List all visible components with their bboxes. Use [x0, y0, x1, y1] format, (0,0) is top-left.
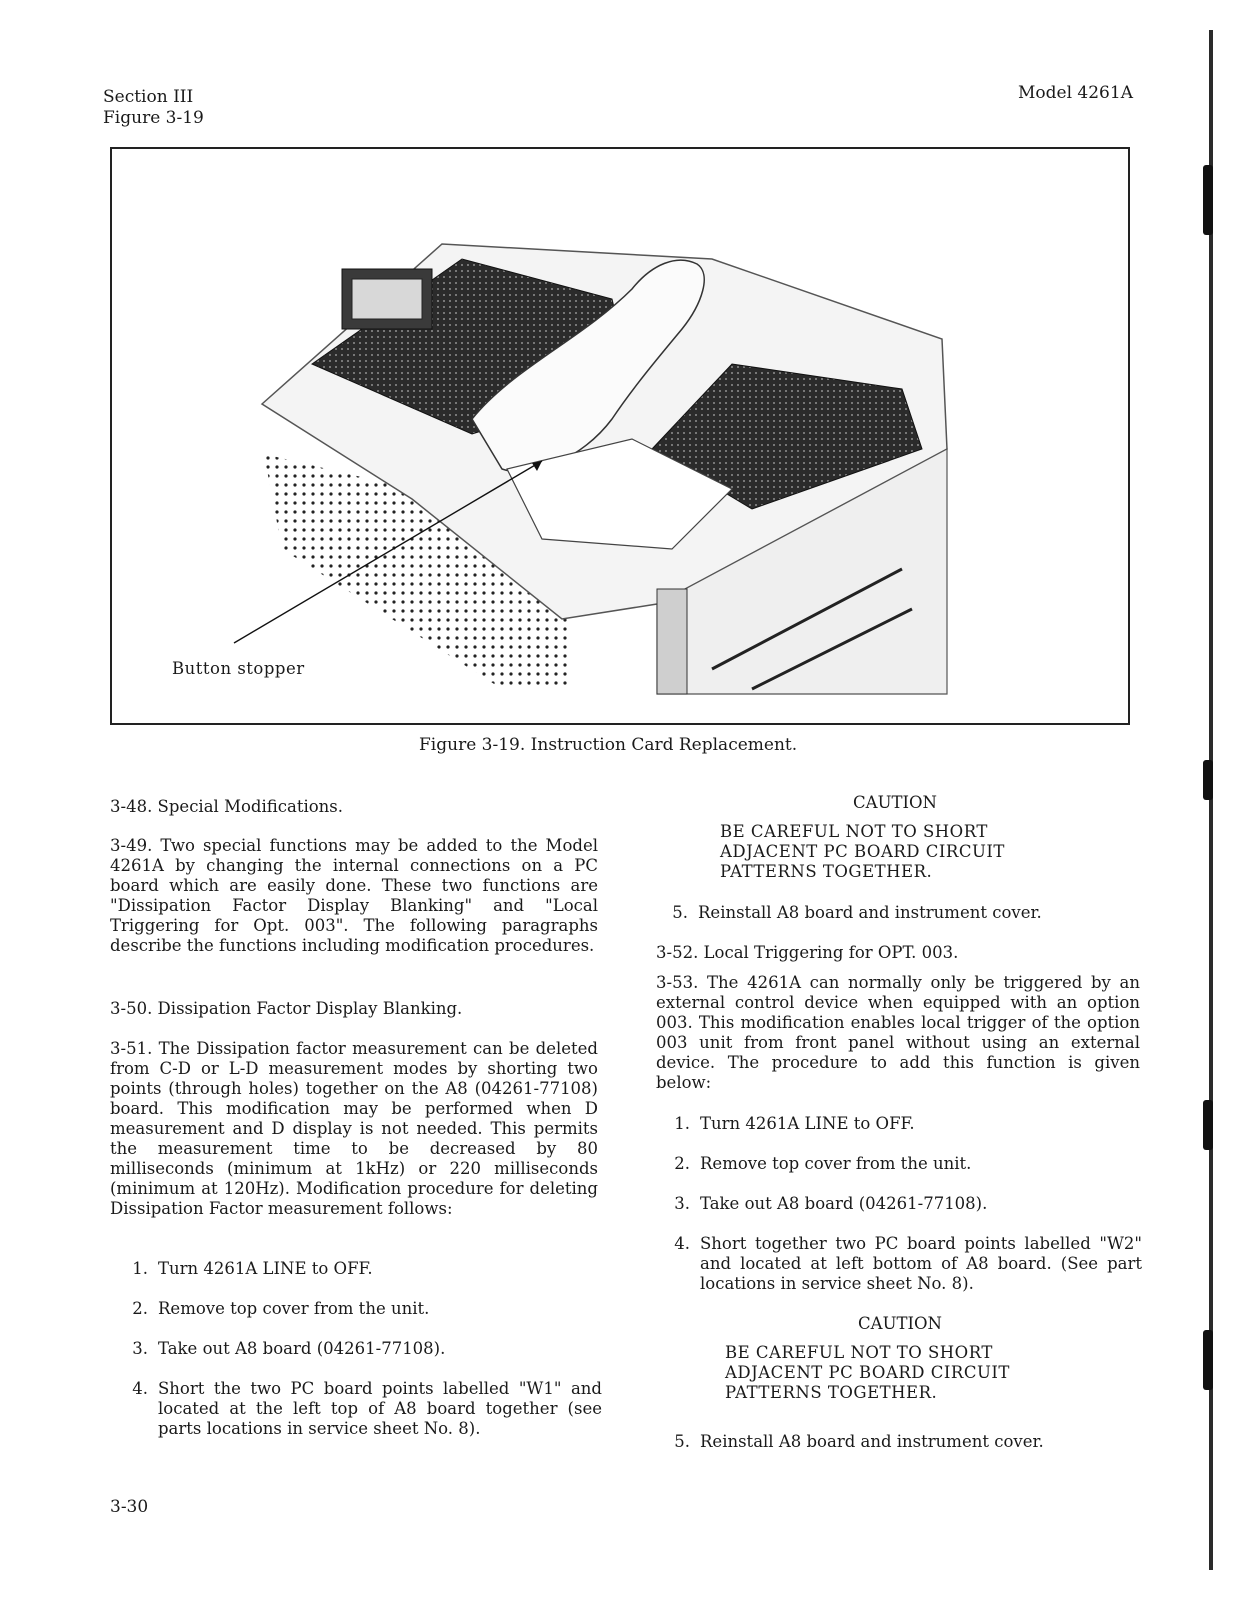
scan-edge-mark: [1203, 1100, 1213, 1150]
scan-edge-mark: [1203, 760, 1213, 800]
heading-3-52: 3-52. Local Triggering for OPT. 003.: [656, 943, 959, 962]
figure-reference: Figure 3-19: [103, 108, 204, 128]
list-item: 4. Short the two PC board points labelled "W1" and located at the left top of A8 board together (see parts locations in service sheet No. 8).: [132, 1379, 602, 1438]
heading-3-48: 3-48. Special Modifications.: [110, 797, 343, 816]
right-step-5b: [664, 1432, 1124, 1452]
left-step-list: [122, 1259, 602, 1439]
figure-frame: [110, 147, 1130, 725]
paragraph-3-51: 3-51. The Dissipation factor measurement can be deleted from C-D or L-D measurement modes by shorting two points (through holes) together on the A8 (04261-77108) board. This modification may be performed when D measurement and D display is not needed. This permits the measurement time to be decreased by 80 milliseconds (minimum at 1kHz) or 220 milliseconds (minimum at 120Hz). Modification procedure for deleting Dissipation Factor measurement follows:: [110, 1039, 598, 1218]
caution-body-2: BE CAREFUL NOT TO SHORT ADJACENT PC BOARD CIRCUIT PATTERNS TOGETHER.: [725, 1343, 1010, 1402]
scan-edge-mark: [1203, 1330, 1213, 1390]
list-item: 5. Reinstall A8 board and instrument cover.: [674, 1432, 1044, 1451]
caution-title-2: CAUTION: [858, 1314, 942, 1333]
list-item: 2. Remove top cover from the unit.: [132, 1299, 430, 1318]
list-item: 2. Remove top cover from the unit.: [674, 1154, 972, 1173]
figure-caption: Figure 3-19. Instruction Card Replacement.: [419, 735, 798, 755]
heading-3-50: 3-50. Dissipation Factor Display Blanking.: [110, 999, 463, 1018]
instrument-photo: [112, 149, 1128, 723]
list-item: 3. Take out A8 board (04261-77108).: [132, 1339, 446, 1358]
button-stopper-label: Button stopper: [172, 659, 305, 678]
list-item: 1. Turn 4261A LINE to OFF.: [132, 1259, 373, 1278]
model-label: Model 4261A: [1018, 83, 1133, 103]
paragraph-3-49: 3-49. Two special functions may be added to the Model 4261A by changing the internal connections on a PC board which are easily done. These two functions are "Dissipation Factor Display Blanking" and "Local Triggering for Opt. 003". The following paragraphs describe the functions including modification procedures.: [110, 836, 598, 955]
list-item: 5. Reinstall A8 board and instrument cover.: [672, 903, 1042, 922]
right-step-list: [664, 1114, 1142, 1294]
list-item: 3. Take out A8 board (04261-77108).: [674, 1194, 988, 1213]
section-label: Section III: [103, 87, 194, 107]
list-item: 1. Turn 4261A LINE to OFF.: [674, 1114, 915, 1133]
page-number: 3-30: [110, 1497, 149, 1517]
paragraph-3-53: 3-53. The 4261A can normally only be triggered by an external control device when equipped with an option 003. This modification enables local trigger of the option 003 unit from front panel without using an external device. The procedure to add this function is given below:: [656, 973, 1140, 1092]
list-item: 4. Short together two PC board points labelled "W2" and located at left bottom of A8 board. (See part locations in service sheet No. 8).: [674, 1234, 1142, 1293]
caution-body-1: BE CAREFUL NOT TO SHORT ADJACENT PC BOARD CIRCUIT PATTERNS TOGETHER.: [720, 822, 1005, 881]
caution-title-1: CAUTION: [853, 793, 937, 812]
scan-edge-mark: [1203, 165, 1213, 235]
right-step-5a: [662, 903, 1122, 923]
